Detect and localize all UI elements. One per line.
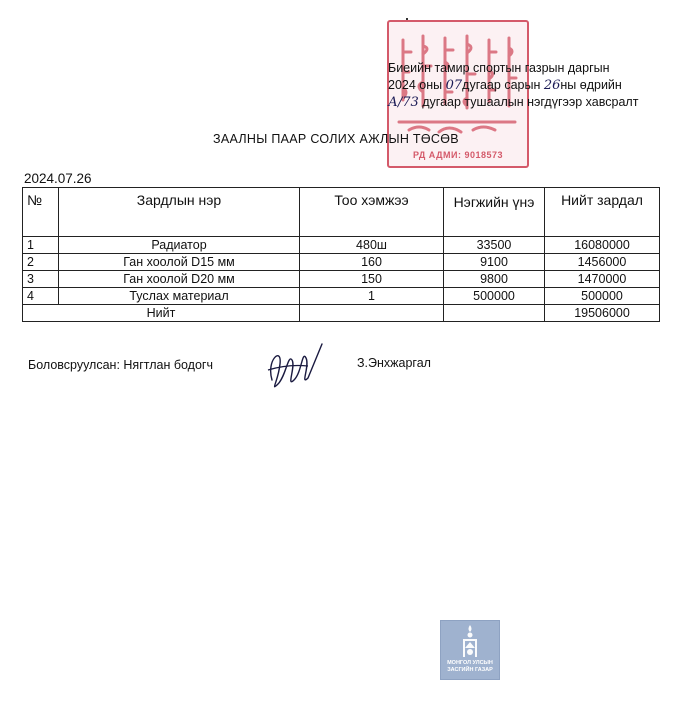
row-qty: 1: [300, 288, 444, 305]
row-qty: 160: [300, 254, 444, 271]
row-name: Ган хоолой D20 мм: [59, 271, 300, 288]
document-date: 2024.07.26: [24, 171, 92, 186]
total-value: 19506000: [545, 305, 660, 322]
row-name: Туслах материал: [59, 288, 300, 305]
approval-block: [388, 60, 678, 111]
approval-month-handwritten: 07: [445, 78, 463, 93]
row-qty: 150: [300, 271, 444, 288]
row-no: 2: [23, 254, 59, 271]
total-label: Нийт: [23, 305, 300, 322]
cost-table: [22, 187, 660, 322]
stamp-registry-number: РД АДМИ: 9018573: [412, 150, 504, 160]
row-qty: 480ш: [300, 237, 444, 254]
approval-line-1: Биеийн тамир спортын газрын даргын: [388, 61, 610, 75]
header-qty: Тоо хэмжээ: [300, 188, 444, 237]
approval-day-text: ны өдрийн: [560, 78, 622, 92]
table-row: [23, 288, 660, 305]
header-name: Зардлын нэр: [59, 188, 300, 237]
row-unit-price: 500000: [444, 288, 545, 305]
table-row: [23, 254, 660, 271]
order-number-handwritten: А/73: [388, 95, 419, 110]
approval-line-2: [388, 77, 678, 94]
row-no: 3: [23, 271, 59, 288]
logo-caption: [441, 660, 499, 674]
table-header-row: [23, 188, 660, 237]
document-title: ЗААЛНЫ ПААР СОЛИХ АЖЛЫН ТӨСӨВ: [213, 132, 459, 146]
logo-line-1: МОНГОЛ УЛСЫН: [447, 660, 493, 666]
approval-day-handwritten: 26: [543, 78, 561, 93]
row-total: 500000: [545, 288, 660, 305]
signer-name: З.Энхжаргал: [357, 356, 431, 370]
approval-month-text: дугаар сарын: [462, 78, 541, 92]
soyombo-emblem-icon: [441, 621, 499, 661]
row-name: Радиатор: [59, 237, 300, 254]
row-total: 1456000: [545, 254, 660, 271]
approval-year: 2024 оны: [388, 78, 443, 92]
row-no: 4: [23, 288, 59, 305]
row-total: 1470000: [545, 271, 660, 288]
logo-line-2: ЗАСГИЙН ГАЗАР: [447, 667, 493, 673]
row-unit-price: 9800: [444, 271, 545, 288]
header-no: №: [23, 188, 59, 237]
row-unit-price: 9100: [444, 254, 545, 271]
approval-line-3: [388, 94, 678, 111]
total-unit-empty: [444, 305, 545, 322]
government-logo: [440, 620, 500, 680]
approval-order-text: дугаар тушаалын нэгдүгээр хавсралт: [422, 95, 639, 109]
table-row: [23, 237, 660, 254]
row-name: Ган хоолой D15 мм: [59, 254, 300, 271]
prepared-by-label: Боловсруулсан: Нягтлан бодогч: [28, 358, 213, 372]
row-unit-price: 33500: [444, 237, 545, 254]
table-total-row: [23, 305, 660, 322]
table-row: [23, 271, 660, 288]
row-total: 16080000: [545, 237, 660, 254]
header-total: Нийт зардал: [545, 188, 660, 237]
total-qty-empty: [300, 305, 444, 322]
signature-icon: [262, 340, 326, 396]
row-no: 1: [23, 237, 59, 254]
header-unit-price: Нэгжийн үнэ: [444, 188, 545, 237]
